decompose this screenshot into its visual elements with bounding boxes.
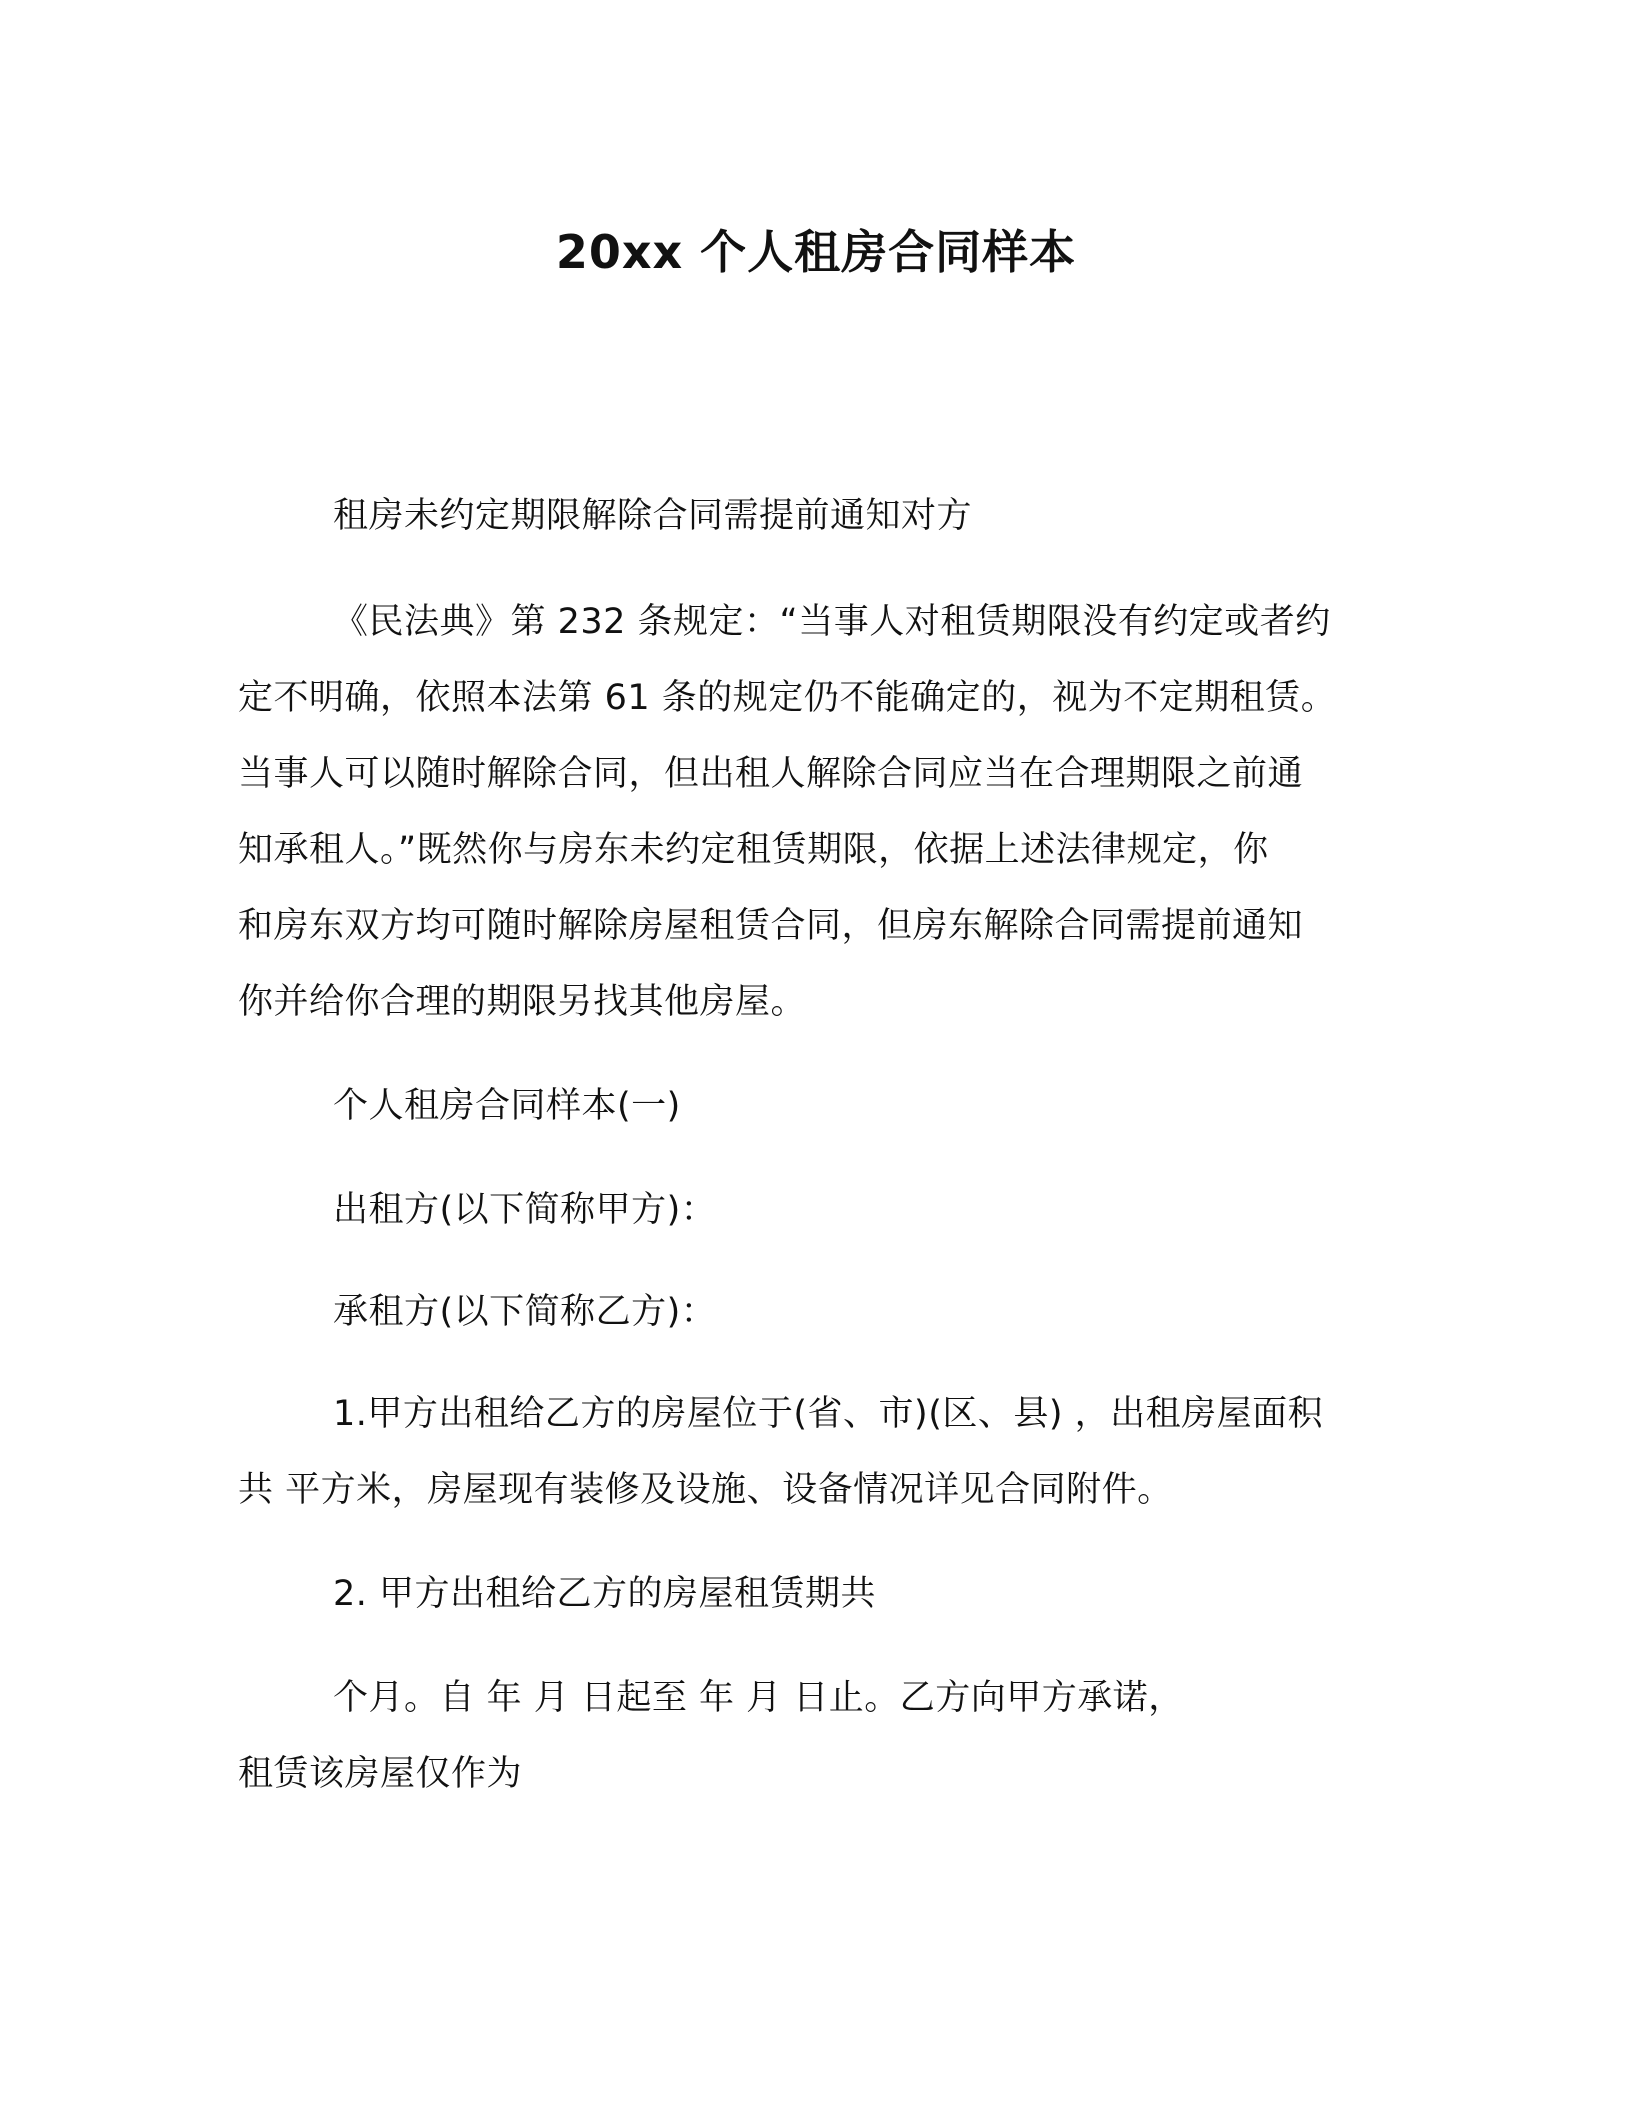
paragraph-line: 《民法典》第 232 条规定：“当事人对租赁期限没有约定或者约: [333, 602, 1331, 642]
paragraph-line: 当事人可以随时解除合同，但出租人解除合同应当在合理期限之前通: [238, 754, 1304, 794]
section-heading-termination: 租房未约定期限解除合同需提前通知对方: [333, 496, 973, 536]
clause-2-line: 个月。自 年 月 日起至 年 月 日止。乙方向甲方承诺，: [333, 1678, 1184, 1718]
section-heading-sample-one: 个人租房合同样本(一): [333, 1086, 681, 1126]
document-title: 20xx 个人租房合同样本: [555, 225, 1077, 279]
clause-2-line: 2. 甲方出租给乙方的房屋租赁期共: [333, 1574, 877, 1614]
clause-1-line: 共 平方米，房屋现有装修及设施、设备情况详见合同附件。: [238, 1470, 1173, 1510]
clause-2-line: 租赁该房屋仅作为: [238, 1754, 523, 1794]
paragraph-line: 知承租人。”既然你与房东未约定租赁期限，依据上述法律规定，你: [238, 830, 1269, 870]
paragraph-line: 定不明确，依照本法第 61 条的规定仍不能确定的，视为不定期租赁。: [238, 678, 1337, 718]
lessee-field-label: 承租方(以下简称乙方)：: [333, 1292, 717, 1332]
paragraph-line: 你并给你合理的期限另找其他房屋。: [238, 982, 807, 1022]
lessor-field-label: 出租方(以下简称甲方)：: [333, 1190, 717, 1230]
clause-1-line: 1.甲方出租给乙方的房屋位于(省、市)(区、县) ，出租房屋面积: [333, 1394, 1324, 1434]
paragraph-line: 和房东双方均可随时解除房屋租赁合同，但房东解除合同需提前通知: [238, 906, 1304, 946]
